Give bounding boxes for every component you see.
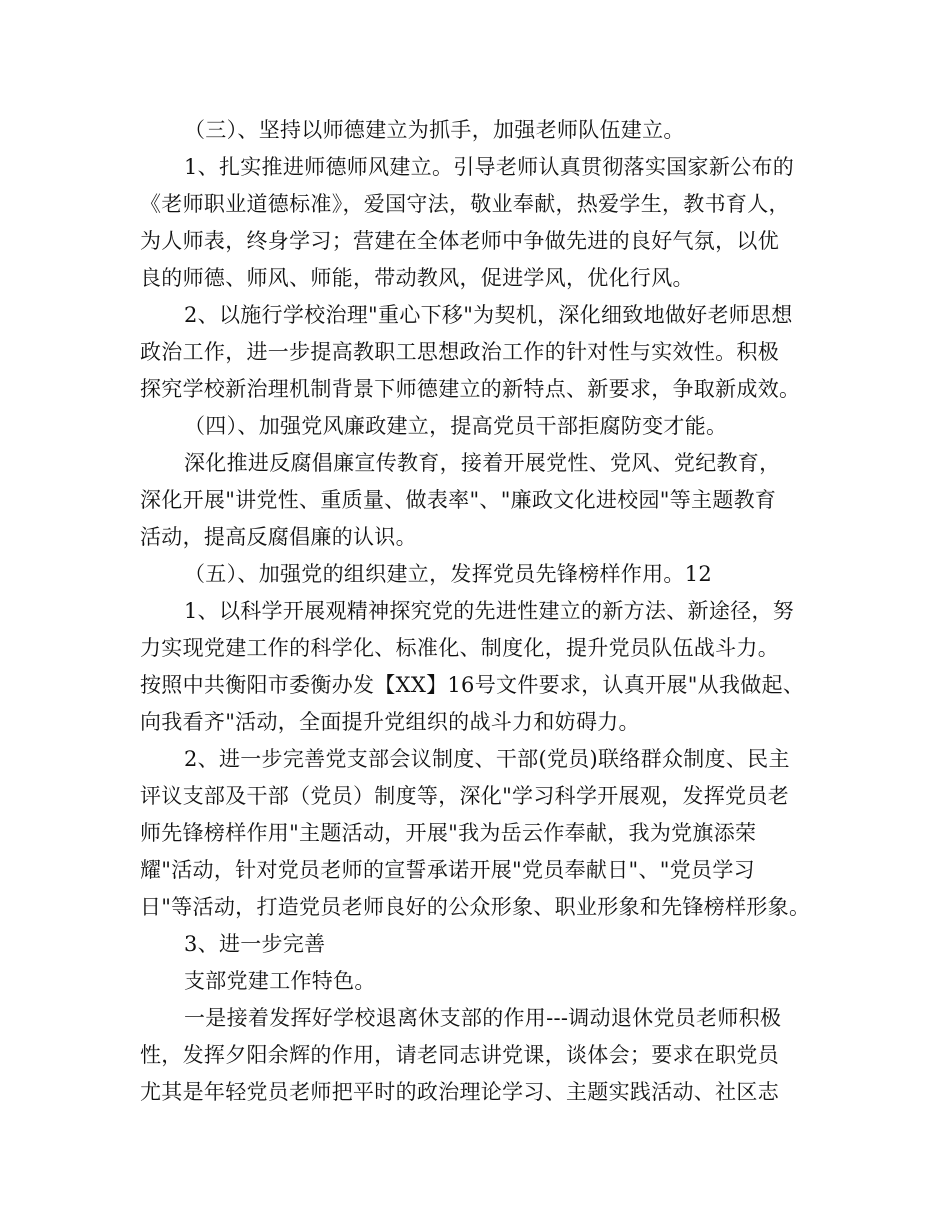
paragraph-line: 师先锋榜样作用"主题活动，开展"我为岳云作奉献，我为党旗添荣: [140, 821, 757, 845]
paragraph-line: 评议支部及干部（党员）制度等，深化"学习科学开展观，发挥党员老: [140, 784, 789, 808]
paragraph-line: 深化开展"讲党性、重质量、做表率"、"廉政文化进校园"等主题教育: [140, 488, 777, 512]
paragraph-line: 日"等活动，打造党员老师良好的公众形象、职业形象和先锋榜样形象。: [140, 895, 811, 919]
paragraph-line: 尤其是年轻党员老师把平时的政治理论学习、主题实践活动、社区志: [140, 1080, 779, 1104]
paragraph-line: 1、以科学开展观精神探究党的先进性建立的新方法、新途径，努: [184, 599, 795, 623]
paragraph-line: 耀"活动，针对党员老师的宣誓承诺开展"党员奉献日"、"党员学习: [140, 858, 755, 882]
paragraph-line: 1、扎实推进师德师风建立。引导老师认真贯彻落实国家新公布的: [184, 155, 795, 179]
paragraph-line: 支部党建工作特色。: [184, 969, 376, 993]
paragraph-line: 2、以施行学校治理"重心下移"为契机，深化细致地做好老师思想: [184, 303, 793, 327]
paragraph-line: 深化推进反腐倡廉宣传教育，接着开展党性、党风、党纪教育，: [184, 451, 781, 475]
paragraph-line: 力实现党建工作的科学化、标准化、制度化，提升党员队伍战斗力。: [140, 636, 779, 660]
section-heading-3: （三）、坚持以师德建立为抓手，加强老师队伍建立。: [184, 118, 685, 142]
paragraph-line: 探究学校新治理机制背景下师德建立的新特点、新要求，争取新成效。: [140, 377, 801, 401]
paragraph-line: 向我看齐"活动，全面提升党组织的战斗力和妨碍力。: [140, 710, 640, 734]
paragraph-line: 按照中共衡阳市委衡办发【XX】16号文件要求，认真开展"从我做起、: [140, 673, 805, 697]
paragraph-line: 一是接着发挥好学校退离休支部的作用---调动退休党员老师积极: [184, 1006, 782, 1030]
section-heading-5: （五）、加强党的组织建立，发挥党员先锋榜样作用。12: [184, 562, 713, 586]
paragraph-line: 为人师表，终身学习；营建在全体老师中争做先进的良好气氛，以优: [140, 229, 779, 253]
paragraph-line: 3、进一步完善: [184, 932, 326, 956]
paragraph-line: 《老师职业道德标准》，爱国守法，敬业奉献，热爱学生，教书育人，: [140, 192, 790, 216]
paragraph-line: 性，发挥夕阳余辉的作用，请老同志讲党课，谈体会；要求在职党员: [140, 1043, 779, 1067]
section-heading-4: （四）、加强党风廉政建立，提高党员干部拒腐防变才能。: [184, 414, 728, 438]
paragraph-line: 良的师德、师风、师能，带动教风，促进学风，优化行风。: [140, 266, 694, 290]
paragraph-line: 政治工作，进一步提高教职工思想政治工作的针对性与实效性。积极: [140, 340, 779, 364]
paragraph-line: 2、进一步完善党支部会议制度、干部(党员)联络群众制度、民主: [184, 747, 790, 771]
paragraph-line: 活动，提高反腐倡廉的认识。: [140, 525, 417, 549]
